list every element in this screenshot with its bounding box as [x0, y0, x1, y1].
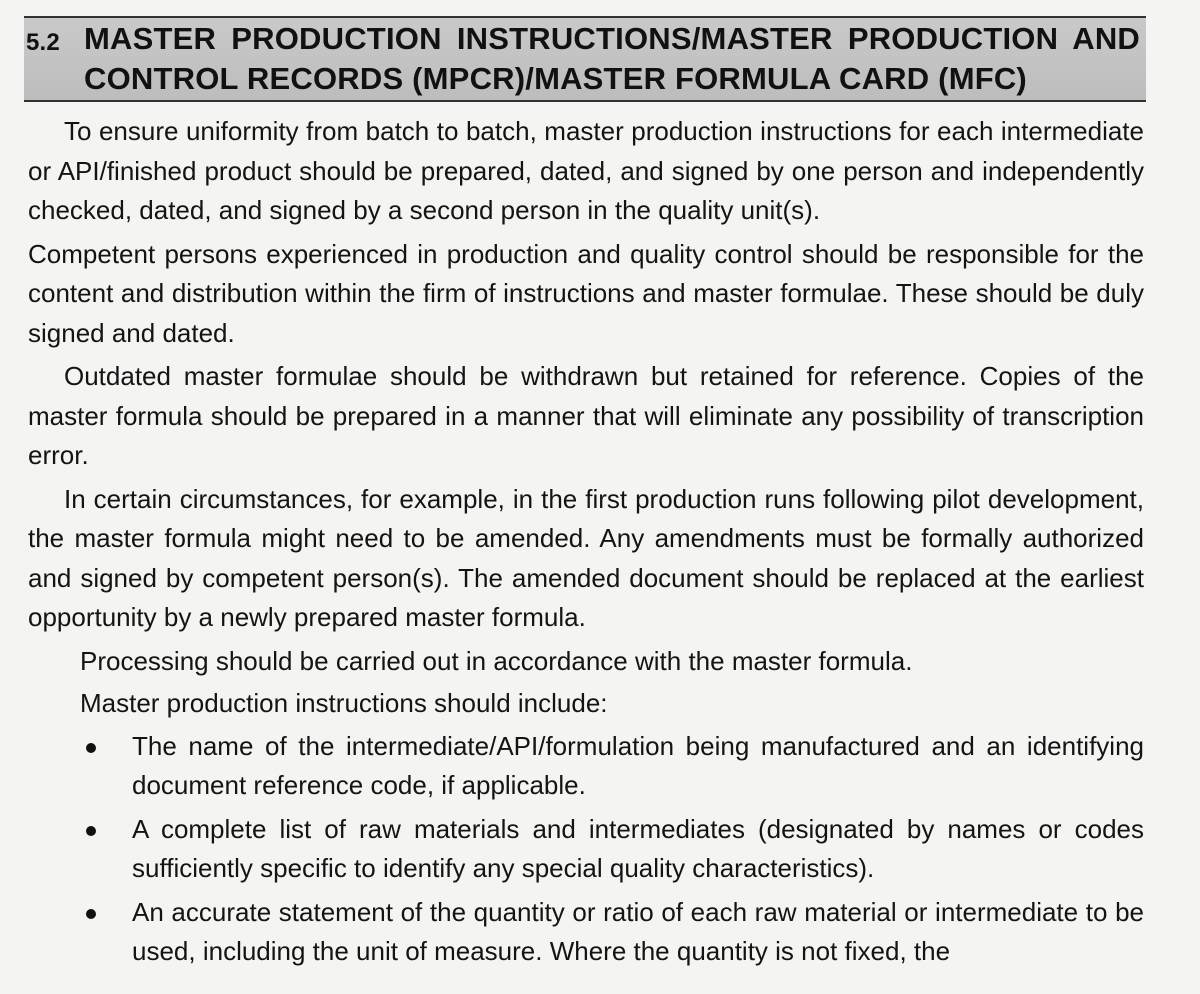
section-title-line-1: MASTER PRODUCTION INSTRUCTIONS/MASTER PRODUCTION AND [84, 21, 1140, 56]
paragraph-instructions-include: Master production instructions should include: [80, 688, 608, 718]
list-item-text: An accurate statement of the quantity or ratio of each raw material or intermediate to be used, including the unit of measure. Where the quantity is not fixed, the [132, 896, 1144, 966]
list-item [28, 810, 1144, 889]
section-body [28, 112, 1144, 976]
section-number: 5.2 [26, 29, 60, 56]
paragraph-processing: Processing should be carried out in accordance with the master formula. [80, 645, 913, 676]
list-item-text: The name of the intermediate/API/formulation being manufactured and an identifying document reference code, if applicable. [132, 730, 1144, 800]
instructions-list [28, 727, 1144, 972]
paragraph-uniformity: To ensure uniformity from batch to batch, master production instructions for each intermediate or API/finished product should be prepared, dated, and signed by one person and independently checked, dated, and signed by a second person in the quality unit(s). [28, 116, 1144, 225]
section-heading [24, 16, 1146, 102]
list-item-text: A complete list of raw materials and intermediates (designated by names or codes sufficiently specific to identify any special quality characteristics). [132, 813, 1144, 883]
list-item [28, 727, 1144, 806]
paragraph-outdated-formulae: Outdated master formulae should be withdrawn but retained for reference. Copies of the master formula should be prepared in a manner that will eliminate any possibility of transcription error. [28, 361, 1144, 470]
bullet-icon [86, 826, 96, 836]
bullet-icon [86, 743, 96, 753]
bullet-icon [86, 909, 96, 919]
paragraph-competent-persons: Competent persons experienced in production and quality control should be responsible for the content and distribution within the firm of instructions and master formulae. These should be duly signed and dated. [28, 238, 1144, 348]
section-title-line-2: CONTROL RECORDS (MPCR)/MASTER FORMULA CARD (MFC) [84, 61, 1027, 96]
paragraph-amendments: In certain circumstances, for example, in the first production runs following pilot development, the master formula might need to be amended. Any amendments must be formally authorized and signed by competent person(s). The amended document should be replaced at the earliest opportunity by a newly prepared master formula. [28, 483, 1144, 632]
list-item [28, 893, 1144, 972]
